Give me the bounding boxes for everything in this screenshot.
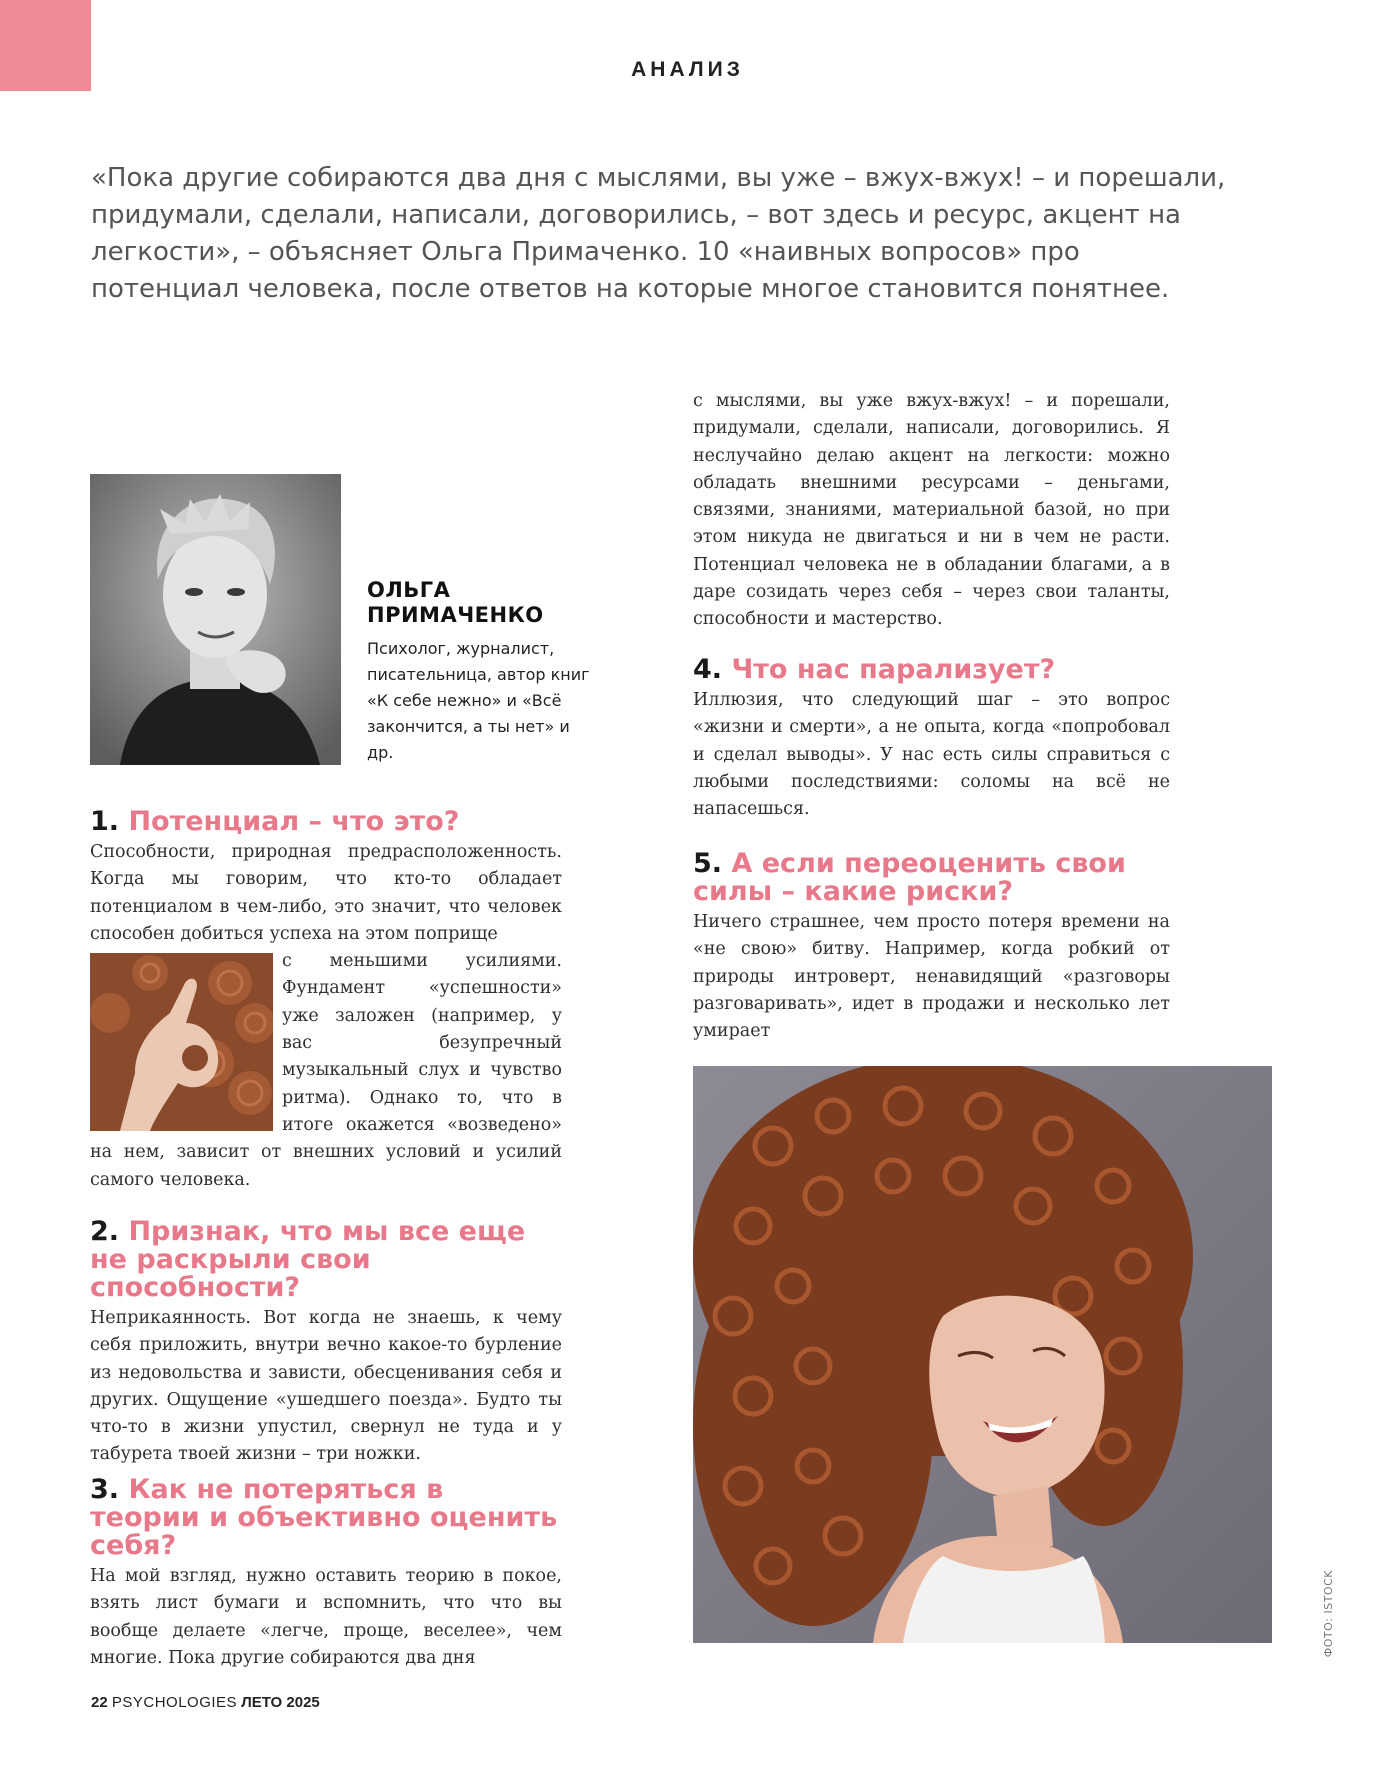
section-1 (90, 808, 562, 1194)
lead-paragraph: «Пока другие собираются два дня с мыслями, вы уже – вжух-вжух! – и порешали, придумали, сделали, написали, договорились, – вот здесь и ресурс, акцент на легкости», – объясняет Ольга Примаченко. 10 «наивных вопросов» про потенциал человека, после ответов на которые многое становится понятнее. (91, 163, 1226, 304)
section-title: А если переоценить свои силы – какие риски? (693, 848, 1126, 907)
curly-hair-woman-image (693, 1066, 1272, 1643)
section-3 (90, 1476, 562, 1672)
section-title: Признак, что мы все еще не раскрыли свои способности? (90, 1216, 526, 1303)
section-number: 3. (90, 1474, 120, 1505)
section-text-continued: с мыслями, вы уже вжух-вжух! – и порешали, придумали, сделали, написали, договорились. Я неслучайно делаю акцент на легкости: можно обладать внешними ресурсами – деньгами, связями, знаниями, материальной базой, но при этом никуда не двигаться и ни в чем не расти. Потенциал человека не в обладании благами, а в даре созидать через себя – через свои таланты, способности и мастерство. (693, 391, 1170, 630)
photo-credit: ФОТО: ISTOCK (1322, 1570, 1335, 1658)
section-text: На мой взгляд, нужно оставить теорию в покое, взять лист бумаги и вспомнить, что что вы вообще делаете «легче, проще, веселее», чем многие. Пока другие собираются два дня (90, 1566, 562, 1668)
section-text: Ничего страшнее, чем просто потеря времени на «не свою» битву. Например, когда робкий от природы интроверт, ненавидящий «разговоры разговаривать», идет в продажи и несколько лет умирает (693, 912, 1170, 1042)
section-title: Как не потеряться в теории и объективно оценить себя? (90, 1474, 558, 1561)
section-heading (90, 1218, 562, 1302)
issue-label: ЛЕТО 2025 (241, 1694, 320, 1711)
section-text-continued: с меньшими усилиями. Фундамент «успешности» уже заложен (например, у вас безупречный музыкальный слух и чувство ритма). Однако то, что в итоге окажется «возведено» на нем, зависит от внешних условий и усилий самого человека. (90, 951, 562, 1190)
section-heading (693, 850, 1170, 906)
author-description: Психолог, журналист, писательница, автор книг «К себе нежно» и «Всё закончится, а ты нет» и др. (367, 639, 590, 762)
section-heading (90, 808, 562, 836)
section-number: 1. (90, 806, 120, 837)
page-footer (91, 1694, 320, 1711)
author-name-line1: ОЛЬГА (367, 578, 451, 602)
section-heading (90, 1476, 562, 1560)
section-heading (693, 656, 1170, 684)
author-name-line2: ПРИМАЧЕНКО (367, 603, 544, 627)
section-text: Способности, природная предрасположенность. Когда мы говорим, что кто-то обладает потенциалом в чем-либо, это значит, что человек способен добиться успеха на этом поприще (90, 842, 562, 944)
section-text: Неприкаянность. Вот когда не знаешь, к чему себя приложить, внутри вечно какое-то бурление из недовольства и зависти, обесценивания себя и других. Ощущение «ушедшего поезда». Будто ты что-то в жизни упустил, свернул не туда и у табурета твоей жизни – три ножки. (90, 1308, 562, 1465)
section-3-continued (693, 388, 1170, 634)
section-title: Что нас парализует? (731, 654, 1056, 685)
section-number: 5. (693, 848, 723, 879)
section-number: 4. (693, 654, 723, 685)
section-rubric: АНАЛИЗ (631, 58, 744, 81)
section-5 (693, 850, 1170, 1045)
ok-gesture-inset-image (90, 953, 273, 1131)
section-4 (693, 656, 1170, 823)
section-number: 2. (90, 1216, 120, 1247)
magazine-name: PSYCHOLOGIES (111, 1694, 238, 1711)
section-2 (90, 1218, 562, 1469)
page-number: 22 (91, 1694, 108, 1711)
author-bio (367, 578, 592, 766)
section-text: Иллюзия, что следующий шаг – это вопрос «жизни и смерти», а не опыта, когда «попробовал и сделал выводы». У нас есть силы справиться с любыми последствиями: соломы на всё не напасешься. (693, 690, 1170, 820)
section-title: Потенциал – что это? (128, 806, 460, 837)
author-portrait-image (90, 474, 341, 765)
